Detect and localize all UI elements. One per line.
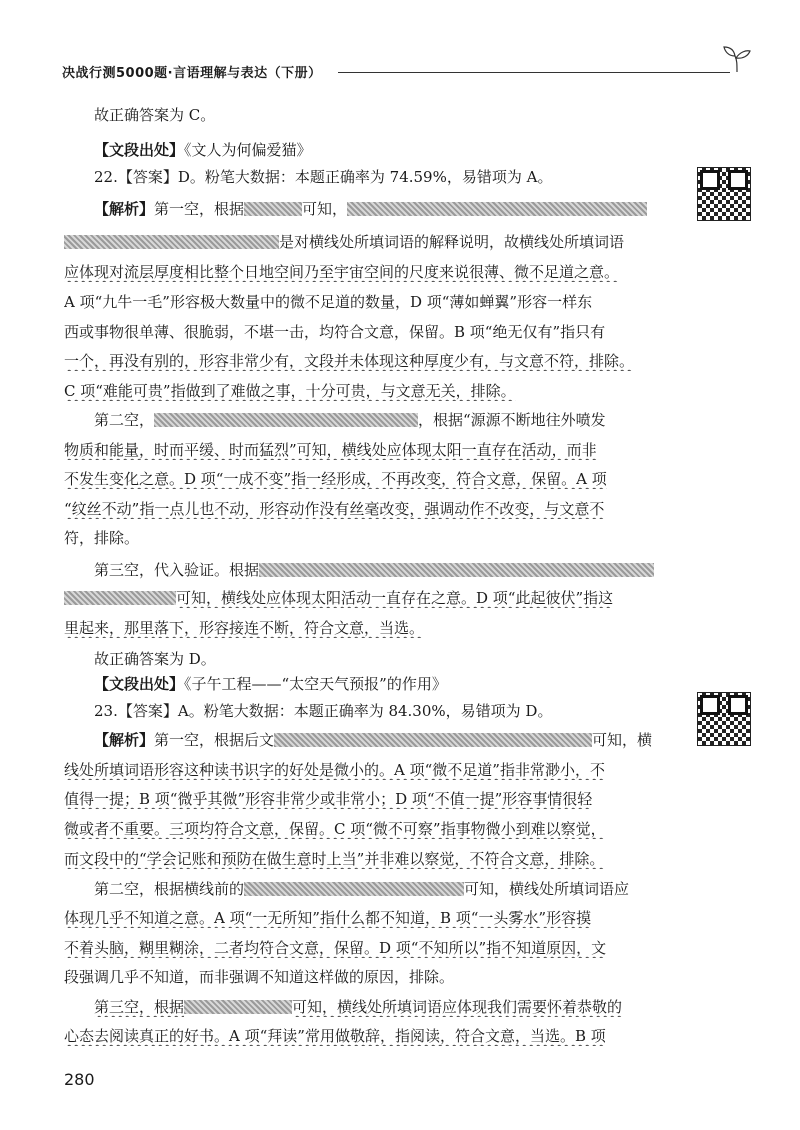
text-segment: C 项“难能可贵”指做到了难做之事，十分可贵，与文意无关，排除。 bbox=[64, 382, 516, 400]
text-line bbox=[64, 351, 670, 371]
section-label: 【文段出处】 bbox=[94, 141, 185, 159]
text-line bbox=[64, 528, 670, 548]
text-segment: 体现几乎不知道之意。A 项“一无所知”指什么都不知道，B 项“一头雾水”形容摸 bbox=[64, 909, 592, 927]
text-line bbox=[64, 499, 670, 519]
text-segment: 故正确答案为 C。 bbox=[94, 106, 216, 124]
text-segment: 值得一提；B 项“微乎其微”形容非常少或非常小；D 项“不值一提”形容事情很轻 bbox=[64, 790, 593, 808]
sprout-icon bbox=[720, 42, 754, 76]
text-line bbox=[64, 560, 700, 580]
section-label: 【解析】 bbox=[94, 731, 155, 749]
text-line bbox=[64, 105, 700, 125]
text-line bbox=[64, 469, 670, 489]
text-line bbox=[64, 140, 700, 160]
text-segment: 不发生变化之意。D 项“一成不变”指一经形成，不再改变，符合文意，保留。A 项 bbox=[64, 470, 607, 488]
redacted-text bbox=[154, 413, 418, 427]
running-header bbox=[62, 62, 742, 82]
text-segment: 可知， bbox=[302, 200, 348, 218]
text-segment: 微或者不重要。三项均符合文意，保留。C 项“微不可察”指事物微小到难以察觉， bbox=[64, 820, 606, 838]
text-line bbox=[64, 967, 670, 987]
text-segment: 第二空，根据横线前的 bbox=[94, 880, 245, 898]
text-line bbox=[64, 588, 670, 608]
text-line bbox=[64, 819, 670, 839]
text-line bbox=[64, 879, 700, 899]
text-line bbox=[64, 908, 670, 928]
text-line bbox=[64, 292, 670, 312]
text-line bbox=[64, 262, 670, 282]
text-segment: 段强调几乎不知道，而非强调不知道这样做的原因，排除。 bbox=[64, 968, 455, 986]
text-segment: 一个，再没有别的，形容非常少有，文段并未体现这种厚度少有，与文意不符，排除。 bbox=[64, 352, 635, 370]
text-segment: 而文段中的“学会记账和预防在做生意时上当”并非难以察觉，不符合文意，排除。 bbox=[64, 850, 605, 868]
qr-code-icon[interactable] bbox=[697, 167, 751, 221]
text-line bbox=[64, 410, 700, 430]
redacted-text bbox=[184, 1000, 292, 1014]
text-segment: 23.【答案】A。粉笔大数据：本题正确率为 84.30%，易错项为 D。 bbox=[94, 702, 553, 720]
text-segment: 西或事物很单薄、很脆弱，不堪一击，均符合文意，保留。B 项“绝无仅有”指只有 bbox=[64, 323, 606, 341]
redacted-text bbox=[244, 202, 302, 216]
text-line bbox=[64, 232, 670, 252]
text-segment: 《文人为何偏爱猫》 bbox=[184, 141, 312, 159]
text-segment: 可知，横线处应体现太阳活动一直存在之意。D 项“此起彼伏”指这 bbox=[176, 589, 614, 607]
text-line bbox=[64, 760, 670, 780]
text-segment: 物质和能量，时而平缓、时而猛烈”可知，横线处应体现太阳一直存在活动，而非 bbox=[64, 441, 597, 459]
book-title: 决战行测5000题·言语理解与表达（下册） bbox=[62, 66, 322, 81]
text-line bbox=[64, 849, 670, 869]
text-segment: 第二空， bbox=[94, 411, 155, 429]
redacted-text bbox=[347, 202, 647, 216]
text-line bbox=[64, 789, 670, 809]
text-segment: A 项“九牛一毛”形容极大数量中的微不足道的数量，D 项“薄如蝉翼”形容一样东 bbox=[64, 293, 593, 311]
text-segment: 符，排除。 bbox=[64, 529, 140, 547]
text-segment: 心态去阅读真正的好书。A 项“拜读”常用做敬辞，指阅读，符合文意，当选。B 项 bbox=[64, 1027, 606, 1045]
text-line bbox=[64, 322, 670, 342]
text-line bbox=[64, 167, 700, 187]
text-line bbox=[64, 730, 700, 750]
text-segment: 可知，横线处所填词语应 bbox=[464, 880, 630, 898]
redacted-text bbox=[64, 235, 279, 249]
text-segment: 线处所填词语形容这种读书识字的好处是微小的。A 项“微不足道”指非常渺小，不 bbox=[64, 761, 605, 779]
page-number: 280 bbox=[64, 1070, 95, 1089]
text-segment: 不着头脑，糊里糊涂，二者均符合文意，保留。D 项“不知所以”指不知道原因，文 bbox=[64, 939, 607, 957]
redacted-text bbox=[259, 563, 654, 577]
text-line bbox=[64, 440, 670, 460]
redacted-text bbox=[244, 882, 464, 896]
redacted-text bbox=[64, 591, 176, 605]
text-line bbox=[64, 649, 700, 669]
text-segment: 22.【答案】D。粉笔大数据：本题正确率为 74.59%，易错项为 A。 bbox=[94, 168, 553, 186]
text-segment: 第三空，代入验证。根据 bbox=[94, 561, 260, 579]
text-line bbox=[64, 199, 700, 219]
text-segment: 第三空，根据 bbox=[94, 998, 185, 1016]
text-segment: ，根据“源源不断地往外喷发 bbox=[418, 411, 606, 429]
text-segment: “纹丝不动”指一点儿也不动，形容动作没有丝毫改变，强调动作不改变，与文意不 bbox=[64, 500, 605, 518]
text-line bbox=[64, 1026, 670, 1046]
text-segment: 应体现对流层厚度相比整个日地空间乃至宇宙空间的尺度来说很薄、微不足道之意。 bbox=[64, 263, 620, 281]
text-segment: 是对横线处所填词语的解释说明，故横线处所填词语 bbox=[279, 233, 625, 251]
text-segment: 《子午工程——“太空天气预报”的作用》 bbox=[184, 675, 447, 693]
section-label: 【文段出处】 bbox=[94, 675, 185, 693]
text-line bbox=[64, 701, 700, 721]
text-segment: 可知，横线处所填词语应体现我们需要怀着恭敬的 bbox=[292, 998, 623, 1016]
text-segment: 故正确答案为 D。 bbox=[94, 650, 216, 668]
text-segment: 可知，横 bbox=[592, 731, 653, 749]
section-label: 【解析】 bbox=[94, 200, 155, 218]
text-line bbox=[64, 997, 700, 1017]
header-rule bbox=[338, 72, 730, 73]
text-line bbox=[64, 618, 670, 638]
redacted-text bbox=[274, 733, 592, 747]
text-segment: 里起来，那里落下，形容接连不断，符合文意，当选。 bbox=[64, 619, 425, 637]
text-line bbox=[64, 381, 670, 401]
text-line bbox=[64, 674, 700, 694]
text-segment: 第一空，根据 bbox=[154, 200, 245, 218]
text-line bbox=[64, 938, 670, 958]
qr-code-icon[interactable] bbox=[697, 692, 751, 746]
text-segment: 第一空，根据后文 bbox=[154, 731, 275, 749]
